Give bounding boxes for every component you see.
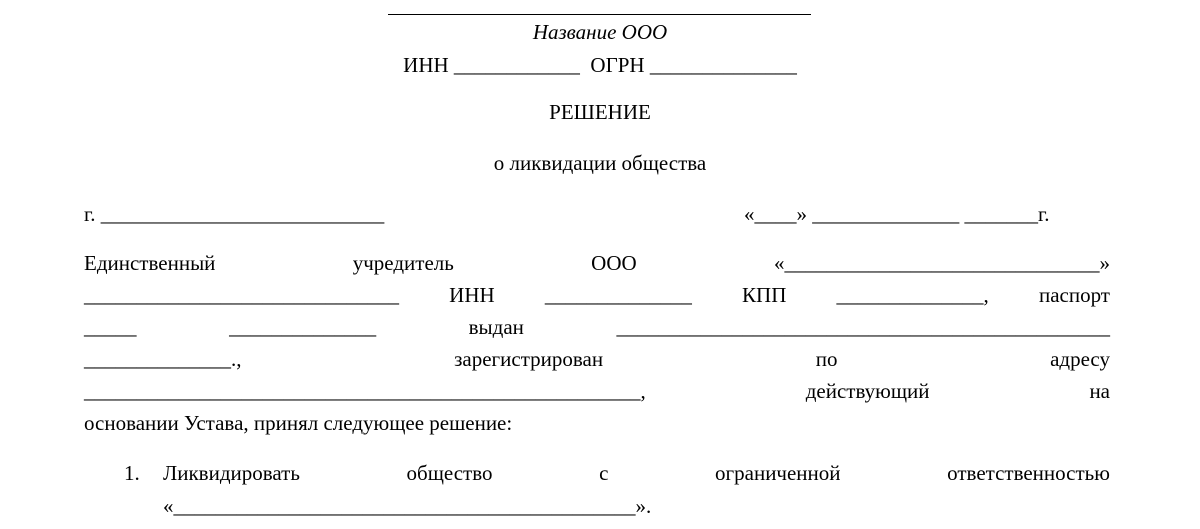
word: _____	[84, 315, 137, 339]
word: ______________.,	[84, 347, 242, 371]
word: ответственностью	[947, 461, 1110, 485]
body-line-4	[84, 349, 1110, 370]
top-signature-rule	[388, 14, 811, 15]
body-line-1	[84, 253, 1110, 274]
word: с	[599, 461, 609, 485]
word: зарегистрирован	[454, 347, 604, 371]
word: по	[815, 347, 838, 371]
inn-ogrn-line: ИНН ____________ ОГРН ______________	[403, 53, 797, 77]
body-line-3	[84, 317, 1110, 338]
word: общество	[406, 461, 493, 485]
body-line-6: основании Устава, принял следующее решение:	[84, 411, 513, 435]
word: ______________	[544, 283, 692, 307]
word: Ликвидировать	[163, 461, 300, 485]
word: ИНН	[449, 283, 495, 307]
body-line-2	[84, 285, 1110, 306]
word: действующий	[805, 379, 930, 403]
word: ООО	[591, 251, 637, 275]
word: Единственный	[84, 251, 216, 275]
body-line-5	[84, 381, 1110, 402]
word: ______________,	[836, 283, 989, 307]
document-title: РЕШЕНИЕ	[549, 100, 651, 124]
document-subtitle: о ликвидации общества	[493, 151, 707, 175]
word: КПП	[742, 283, 787, 307]
word: ______________________________	[84, 283, 399, 307]
word: на	[1089, 379, 1110, 403]
company-name: Название ООО	[532, 20, 668, 44]
word: _____________________________________________________,	[84, 379, 646, 403]
city-field: г. ___________________________	[84, 202, 385, 226]
list-item-line-2: «____________________________________________».	[163, 494, 652, 518]
word: выдан	[468, 315, 524, 339]
word: ограниченной	[715, 461, 841, 485]
word: ______________	[229, 315, 377, 339]
word: адресу	[1050, 347, 1110, 371]
word: паспорт	[1038, 283, 1110, 307]
list-item-number: 1.	[124, 461, 140, 485]
word: «______________________________»	[773, 251, 1110, 275]
word: учредитель	[352, 251, 454, 275]
list-item-line-1	[163, 463, 1110, 484]
word: _______________________________________________	[616, 315, 1110, 339]
date-field: «____» ______________ _______г.	[744, 202, 1050, 226]
